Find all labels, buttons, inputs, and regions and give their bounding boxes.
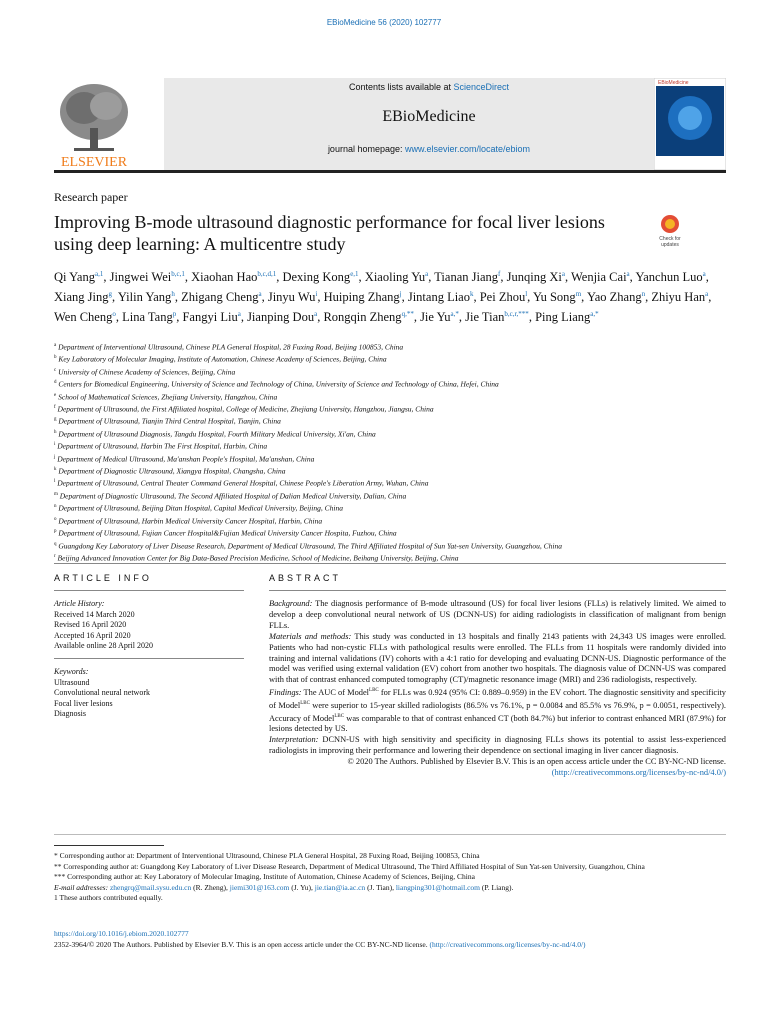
keywords-label: Keywords:: [54, 667, 89, 676]
affiliation-marker: j: [54, 454, 56, 460]
author-affiliation-marker[interactable]: a: [314, 310, 318, 319]
author[interactable]: [54, 290, 112, 304]
abstract-background: Background: The diagnosis performance of B-mode ultrasound (US) for focal liver lesions (FLLs) is relatively limited. We aimed to develop a deep convolutional neural network of US (DCNN-US) for aiding radiologists in classification of malignant from benign FLLs.: [269, 599, 726, 630]
article-info-heading: ARTICLE INFO: [54, 573, 152, 583]
abstract-interpretation: Interpretation: DCNN-US with high sensitivity and specificity in diagnosing FLLs shows its potential to assist less-experienced radiologists in improving their performance and lowering their dependence on sectional imaging in liver cancer diagnosis.: [269, 735, 726, 756]
footnote-rule: [54, 845, 164, 846]
author-name[interactable]: Huiping Zhang: [323, 290, 400, 305]
corresponding-author-3: *** Corresponding author at: Key Laboratory of Molecular Imaging, Institute of Automation, Chinese Academy of Sciences, Beijing, China: [54, 872, 475, 881]
equal-contribution-note: 1 These authors contributed equally.: [54, 893, 163, 902]
affiliation-item: [54, 415, 714, 427]
affiliation-item: [54, 453, 714, 465]
corresponding-author-2: ** Corresponding author at: Guangdong Key Laboratory of Liver Disease Research, Department of Medical Ultrasound, The Third Affiliated Hospital of Sun Yat-sen University, Guangzhou, China: [54, 861, 645, 871]
author[interactable]: [571, 270, 630, 284]
affiliation-item: [54, 515, 714, 527]
keyword-item: Ultrasound: [54, 677, 90, 687]
keywords-rule: [54, 658, 244, 659]
author-name[interactable]: Tianan Jiang: [434, 270, 499, 285]
affiliation-item: [54, 490, 714, 502]
elsevier-tree-logo: [54, 78, 134, 170]
author-name[interactable]: Wen Cheng: [54, 310, 113, 325]
masthead: [54, 78, 726, 173]
affiliation-item: [54, 341, 714, 353]
author-affiliation-marker[interactable]: n: [641, 290, 646, 299]
author-name[interactable]: Yu Song: [532, 290, 576, 305]
affiliation-text: School of Mathematical Sciences, Zhejiang University, Hangzhou, China: [58, 392, 278, 402]
author-name[interactable]: Yilin Yang: [117, 290, 172, 305]
author-affiliation-marker[interactable]: h: [171, 290, 175, 299]
footer-copyright: 2352-3964/© 2020 The Authors. Published by Elsevier B.V. This is an open access article under the CC BY-NC-ND license. (http://creativecommons.org/licenses/by-nc-nd/4.0/): [54, 940, 586, 949]
author-name[interactable]: Dexing Kong: [282, 270, 351, 285]
affiliation-marker: g: [54, 417, 57, 423]
author-affiliation-marker[interactable]: a: [258, 290, 262, 299]
section-divider: [54, 563, 726, 564]
affiliation-marker: o: [54, 516, 57, 522]
abstract-methods: Materials and methods: This study was conducted in 13 hospitals and finally 2143 patients with 24,343 US images were enrolled. Patients who had non-cystic FLLs with pathological results were enrolled. The FLLs from 11 hospitals were randomly divided into training and internal validations (IV) cohorts with a 4:1 ratio for developing and evaluating DCNN-US. Diagnostic performance of the model was verified using external validation (EV) cohort from another two hospitals. The diagnosis value of DCNN-US was compared with that of contrast enhanced computed tomography (CT)/magnetic resonance image (MRI) and 236 radiologists, respectively.: [269, 631, 726, 685]
abstract-body: [269, 599, 726, 779]
contents-line: Contents lists available at ScienceDirect: [348, 82, 510, 92]
author-name[interactable]: Xiaoling Yu: [364, 270, 426, 285]
affiliation-marker: h: [54, 429, 57, 435]
author-affiliation-marker[interactable]: o: [112, 310, 116, 319]
publisher-name: ELSEVIER: [60, 155, 128, 170]
author-affiliation-marker[interactable]: m: [575, 290, 582, 299]
author[interactable]: [323, 310, 413, 324]
article-history: [54, 599, 244, 652]
footer-license-link[interactable]: (http://creativecommons.org/licenses/by-nc-nd/4.0/): [429, 940, 586, 949]
history-received: Received 14 March 2020: [54, 609, 135, 619]
abstract-license: © 2020 The Authors. Published by Elsevier B.V. This is an open access article under the CC BY-NC-ND license. (http://creativecommons.org/licenses/by-nc-nd/4.0/): [347, 757, 726, 777]
affiliation-item: [54, 440, 714, 452]
author-name[interactable]: Lina Tang: [122, 310, 173, 325]
affiliation-marker: q: [54, 541, 57, 547]
author[interactable]: [408, 290, 474, 304]
author-name[interactable]: Rongqin Zheng: [323, 310, 402, 325]
author[interactable]: [181, 290, 262, 304]
affiliation-item: [54, 477, 714, 489]
author-affiliation-marker[interactable]: g: [108, 290, 113, 299]
affiliation-text: Department of Ultrasound Diagnosis, Tangdu Hospital, Fourth Military Medical University, Xi'an, China: [58, 429, 376, 439]
author-name[interactable]: Jie Tian: [465, 310, 505, 325]
keyword-item: Diagnosis: [54, 709, 86, 718]
author[interactable]: [480, 290, 527, 304]
journal-homepage-link[interactable]: www.elsevier.com/locate/ebiom: [405, 144, 531, 154]
page-footer: [54, 928, 726, 950]
author[interactable]: [635, 270, 705, 284]
badge-line-1: Check for: [659, 236, 681, 242]
affiliation-text: Department of Ultrasound, Central Theater Command General Hospital, Chinese People's Liberation Army, Wuhan, China: [57, 478, 429, 488]
author-name[interactable]: Wenjia Cai: [570, 270, 627, 285]
email-link[interactable]: liangping301@hotmail.com: [395, 882, 481, 892]
keyword-item: Focal liver lesions: [54, 698, 113, 708]
author[interactable]: [268, 290, 318, 304]
author-affiliation-marker[interactable]: k: [469, 290, 474, 299]
author-affiliation-marker[interactable]: a: [705, 290, 709, 299]
author-name[interactable]: Yao Zhang: [586, 290, 642, 305]
author[interactable]: [507, 270, 565, 284]
affiliation-text: Centers for Biomedical Engineering, University of Science and Technology of China, University of Science and Technology of China, Hefei, China: [58, 379, 499, 389]
author-name[interactable]: Xiang Jing: [54, 290, 109, 305]
author[interactable]: [118, 290, 175, 304]
author-affiliation-marker[interactable]: b,c,d,1: [257, 270, 277, 278]
affiliation-text: Beijing Advanced Innovation Center for Big Data-Based Precision Medicine, School of Medicine, Beihang University, Beijing, China: [57, 553, 459, 563]
corresponding-author-1: * Corresponding author at: Department of Interventional Ultrasound, Chinese PLA General Hospital, 28 Fuxing Road, Beijing 100853, China: [54, 851, 480, 860]
author-name[interactable]: Jie Yu: [420, 310, 451, 325]
author[interactable]: [535, 310, 599, 324]
author-affiliation-marker[interactable]: q,**: [401, 310, 414, 319]
abstract-heading: ABSTRACT: [269, 573, 342, 583]
history-revised: Revised 16 April 2020: [54, 620, 127, 629]
affiliation-marker: e: [54, 392, 57, 398]
affiliation-item: [54, 527, 714, 539]
affiliation-item: [54, 465, 714, 477]
email-addresses: E-mail addresses: zhengrq@mail.sysu.edu.cn (R. Zheng), jiemi301@163.com (J. Yu), jie.tian@ia.ac.cn (J. Tian), liangping301@hotmail.com (P. Liang).: [54, 882, 514, 892]
affiliation-marker: r: [54, 553, 56, 559]
affiliation-item: [54, 502, 714, 514]
author-affiliation-marker[interactable]: e,1: [350, 270, 359, 278]
author-name[interactable]: Jianping Dou: [247, 310, 315, 325]
email-link[interactable]: jiemi301@163.com: [229, 882, 290, 892]
history-label: Article History:: [54, 599, 105, 608]
author-name[interactable]: Fangyi Liu: [182, 310, 238, 325]
author[interactable]: [110, 270, 185, 284]
author-affiliation-marker[interactable]: a: [425, 270, 429, 278]
article-info-rule: [54, 590, 244, 591]
affiliation-marker: p: [54, 529, 57, 535]
author-name[interactable]: Junqing Xi: [506, 270, 562, 285]
affiliation-item: [54, 378, 714, 390]
affiliation-text: Key Laboratory of Molecular Imaging, Institute of Automation, Chinese Academy of Sciences, Beijing, China: [58, 354, 387, 364]
affiliation-text: Department of Ultrasound, Harbin The First Hospital, Harbin, China: [57, 441, 268, 451]
author[interactable]: [434, 270, 500, 284]
affiliation-text: Guangdong Key Laboratory of Liver Disease Research, Department of Medical Ultrasound, The Third Affiliated Hospital of Sun Yat-sen University, Guangzhou, China: [58, 541, 562, 550]
author[interactable]: [420, 310, 459, 324]
doi-link[interactable]: https://doi.org/10.1016/j.ebiom.2020.102777: [54, 929, 189, 938]
author-affiliation-marker[interactable]: b,c,r,***: [504, 310, 529, 319]
keywords: [54, 667, 244, 720]
affiliation-text: Department of Interventional Ultrasound, Chinese PLA General Hospital, 28 Fuxing Road, Beijing 100853, China: [58, 342, 404, 352]
history-accepted: Accepted 16 April 2020: [54, 630, 131, 640]
footnotes: [54, 851, 726, 904]
affiliation-text: Department of Ultrasound, the First Affiliated hospital, College of Medicine, Zhejiang University, Hangzhou, Jiangsu, China: [57, 404, 434, 414]
author-affiliation-marker[interactable]: j: [399, 290, 402, 299]
affiliation-text: Department of Diagnostic Ultrasound, Xiangya Hospital, Changsha, China: [58, 466, 286, 476]
author-affiliation-marker[interactable]: a: [237, 310, 241, 319]
journal-citation[interactable]: EBioMedicine 56 (2020) 102777: [326, 18, 442, 27]
author[interactable]: [365, 270, 428, 284]
affiliation-text: Department of Medical Ultrasound, Ma'anshan People's Hospital, Ma'anshan, China: [57, 454, 315, 464]
author-affiliation-marker[interactable]: p: [172, 310, 177, 319]
affiliation-text: Department of Ultrasound, Harbin Medical University Cancer Hospital, Harbin, China: [58, 516, 323, 526]
author-affiliation-marker[interactable]: a,*: [590, 310, 599, 319]
affiliation-text: University of Chinese Academy of Sciences, Beijing, China: [58, 367, 236, 377]
affiliation-item: [54, 366, 714, 378]
affiliation-marker: d: [54, 380, 57, 386]
affiliation-item: [54, 353, 714, 365]
author[interactable]: [465, 310, 529, 324]
abstract-findings: Findings: The AUC of Model$^{LBC}$ for FLLs was 0.924 (95% CI: 0.889–0.959) in the EV cohort. The diagnostic sensitivity and specificity of Model$^{LBC}$ were superior to 15-year skilled radiologists (86.5% vs 76.1%, p = 0.0084 and 85.5% vs 76.9%, p = 0.0051, respectively). Accuracy of Model$^{LBC}$ was comparable to that of contrast enhanced CT (both 84.7%) but inferior to contrast enhanced MRI (87.9%) for lesions detected by US.: [269, 688, 726, 734]
author[interactable]: [533, 290, 581, 304]
author-name[interactable]: Ping Liang: [535, 310, 591, 325]
affiliation-text: Department of Diagnostic Ultrasound, The Second Affiliated Hospital of Dalian Medical University, Dalian, China: [59, 491, 407, 501]
journal-cover-image[interactable]: [654, 78, 726, 170]
author-affiliation-marker[interactable]: a,1: [95, 270, 104, 278]
author[interactable]: [182, 310, 240, 324]
author[interactable]: [247, 310, 317, 324]
affiliation-text: Department of Ultrasound, Fujian Cancer Hospital&Fujian Medical University Cancer Hospita, Fuzhou, China: [58, 528, 397, 538]
check-for-updates-icon[interactable]: [652, 212, 688, 248]
author[interactable]: [54, 270, 103, 284]
journal-name: EBioMedicine: [382, 108, 476, 125]
author-name[interactable]: Jinyu Wu: [267, 290, 316, 305]
keyword-item: Convolutional neural network: [54, 688, 150, 697]
author-name[interactable]: Pei Zhou: [479, 290, 526, 305]
author-affiliation-marker[interactable]: a: [702, 270, 706, 278]
author[interactable]: [122, 310, 176, 324]
author-name[interactable]: Zhigang Cheng: [181, 290, 259, 305]
email-link[interactable]: zhengrq@mail.sysu.edu.cn: [109, 882, 192, 892]
homepage-line: journal homepage: www.elsevier.com/locate/ebiom: [327, 144, 531, 154]
author[interactable]: [324, 290, 402, 304]
author[interactable]: [282, 270, 358, 284]
author[interactable]: [191, 270, 276, 284]
affiliation-marker: k: [54, 467, 57, 473]
article-title: Improving B-mode ultrasound diagnostic performance for focal liver lesions using deep learning: A multicentre study: [54, 212, 605, 254]
affiliation-text: Department of Ultrasound, Tianjin Third Central Hospital, Tianjin, China: [58, 416, 281, 426]
author-affiliation-marker[interactable]: a: [561, 270, 565, 278]
affiliation-marker: b: [54, 355, 57, 361]
article-type: Research paper: [54, 190, 128, 204]
author[interactable]: [587, 290, 645, 304]
author-name[interactable]: Qi Yang: [54, 270, 95, 285]
affiliation-marker: l: [54, 479, 56, 485]
affiliation-marker: i: [54, 442, 56, 448]
affiliation-item: [54, 540, 714, 552]
author-name[interactable]: Xiaohan Hao: [191, 270, 258, 285]
history-online: Available online 28 April 2020: [54, 641, 153, 650]
author-affiliation-marker[interactable]: i: [315, 290, 318, 299]
affiliation-marker: c: [54, 367, 57, 373]
author-affiliation-marker[interactable]: b,c,1: [171, 270, 185, 278]
abstract-rule: [269, 590, 726, 591]
author-affiliation-marker[interactable]: a,*: [450, 310, 459, 319]
author-name[interactable]: Jintang Liao: [407, 290, 470, 305]
abstract-bottom-rule: [54, 834, 726, 835]
affiliation-marker: f: [54, 405, 56, 411]
author-affiliation-marker[interactable]: f: [498, 270, 501, 278]
author[interactable]: [54, 310, 116, 324]
sciencedirect-link[interactable]: ScienceDirect: [453, 82, 510, 92]
affiliation-item: [54, 403, 714, 415]
author-affiliation-marker[interactable]: l: [525, 290, 528, 299]
cover-title: EBioMedicine: [658, 80, 689, 86]
affiliation-marker: a: [54, 343, 57, 348]
author-affiliation-marker[interactable]: a: [626, 270, 630, 278]
affiliation-marker: m: [54, 491, 58, 497]
affiliation-marker: n: [54, 504, 57, 510]
affiliation-item: [54, 391, 714, 403]
affiliation-text: Department of Ultrasound, Beijing Ditan Hospital, Capital Medical University, Beijing, China: [58, 503, 343, 513]
author-list: Qi Yang$^{a,1}$, Jingwei Wei$^{b,c,1}$, Xiaohan Hao$^{b,c,d,1}$, Dexing Kong$^{e,1}$, Xiaoling Yu$^a$, Tianan Jiang$^f$, Junqing Xi$^a$, Wenjia Cai$^a$, Yanchun Luo$^a$, Xiang Jing$^g$, Yilin Yang$^h$, Zhigang Cheng$^a$, Jinyu Wu$^i$, Huiping Zhang$^j$, Jintang Liao$^k$, Pei Zhou$^l$, Yu Song$^m$, Yao Zhang$^n$, Zhiyu Han$^a$, Wen Cheng$^o$, Lina Tang$^p$, Fangyi Liu$^a$, Jianping Dou$^a$, Rongqin Zheng$^{q,**}$, Jie $Yu^{a,*}$, Jie Tian$^{b,c,r,***}$, Ping Liang$^{a,*}$: [54, 270, 712, 325]
author-name[interactable]: Yanchun Luo: [635, 270, 703, 285]
author-name[interactable]: Zhiyu Han: [651, 290, 706, 305]
affiliation-list: [54, 341, 714, 564]
journal-banner: [164, 78, 694, 170]
author-name[interactable]: Jingwei Wei: [109, 270, 172, 285]
license-link[interactable]: (http://creativecommons.org/licenses/by-nc-nd/4.0/): [551, 767, 726, 777]
author[interactable]: [651, 290, 708, 304]
badge-line-2: updates: [661, 242, 679, 248]
email-link[interactable]: jie.tian@ia.ac.cn: [314, 882, 366, 892]
affiliation-item: [54, 428, 714, 440]
